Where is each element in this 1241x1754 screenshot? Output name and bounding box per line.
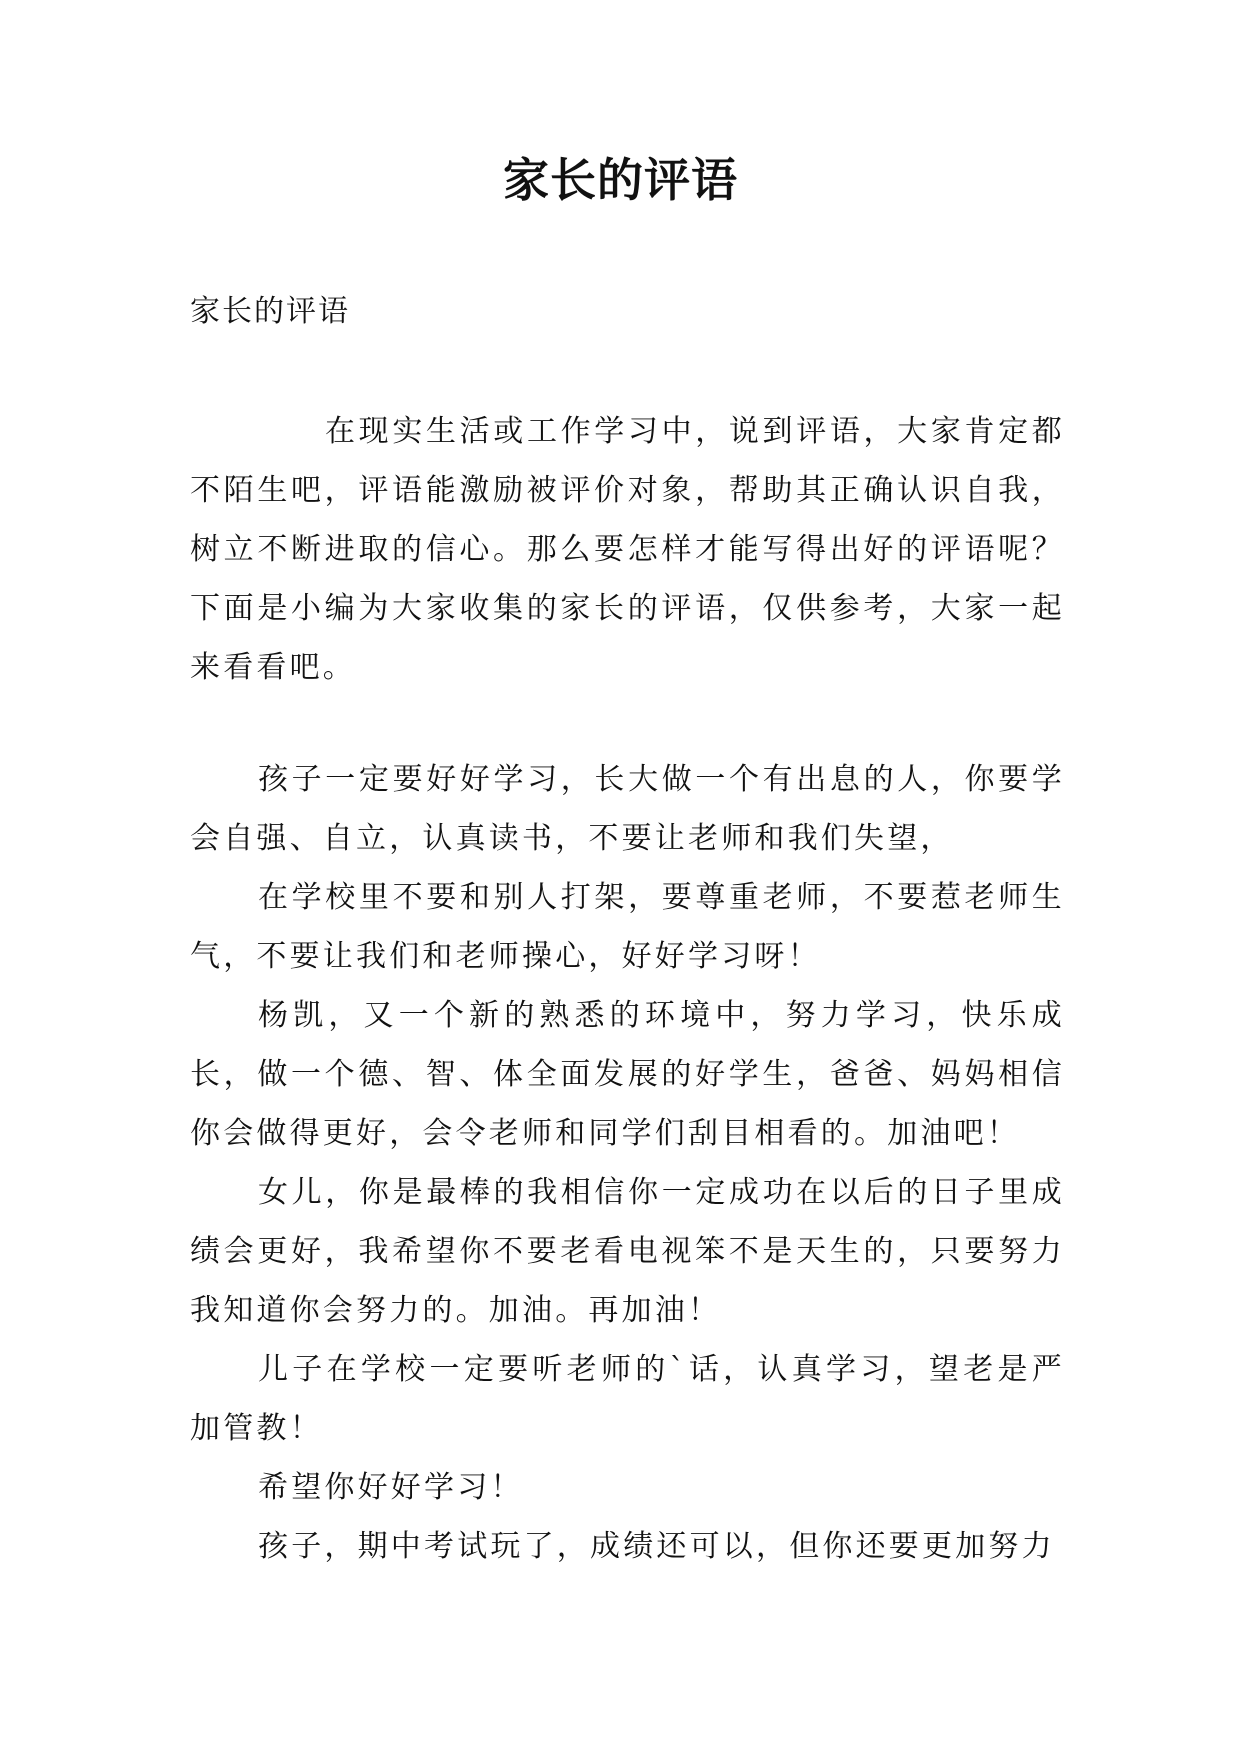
document-title: 家长的评语 [503,153,738,207]
comment-paragraph: 儿子在学校一定要听老师的`话，认真学习，望老是严加管教！ [190,1352,1065,1446]
document-subtitle: 家长的评语 [190,294,350,329]
comment-paragraph: 在学校里不要和别人打架，要尊重老师，不要惹老师生气，不要让我们和老师操心，好好学习呀！ [190,880,1065,974]
comment-paragraph: 女儿，你是最棒的我相信你一定成功在以后的日子里成绩会更好，我希望你不要老看电视笨不是天生的，只要努力我知道你会努力的。加油。再加油！ [190,1175,1065,1328]
comments-section [190,750,1065,1576]
comment-paragraph: 杨凯，又一个新的熟悉的环境中，努力学习，快乐成长，做一个德、智、体全面发展的好学生，爸爸、妈妈相信你会做得更好，会令老师和同学们刮目相看的。加油吧！ [190,998,1065,1151]
comment-paragraph: 孩子，期中考试玩了，成绩还可以，但你还要更加努力 [258,1529,1055,1564]
comment-paragraph: 希望你好好学习！ [258,1470,524,1505]
comment-paragraph: 孩子一定要好好学习，长大做一个有出息的人，你要学会自强、自立，认真读书，不要让老师和我们失望， [190,762,1065,856]
intro-paragraph: 在现实生活或工作学习中，说到评语，大家肯定都不陌生吧，评语能激励被评价对象，帮助其正确认识自我，树立不断进取的信心。那么要怎样才能写得出好的评语呢？下面是小编为大家收集的家长的评语，仅供参考，大家一起来看看吧。 [190,414,1065,685]
